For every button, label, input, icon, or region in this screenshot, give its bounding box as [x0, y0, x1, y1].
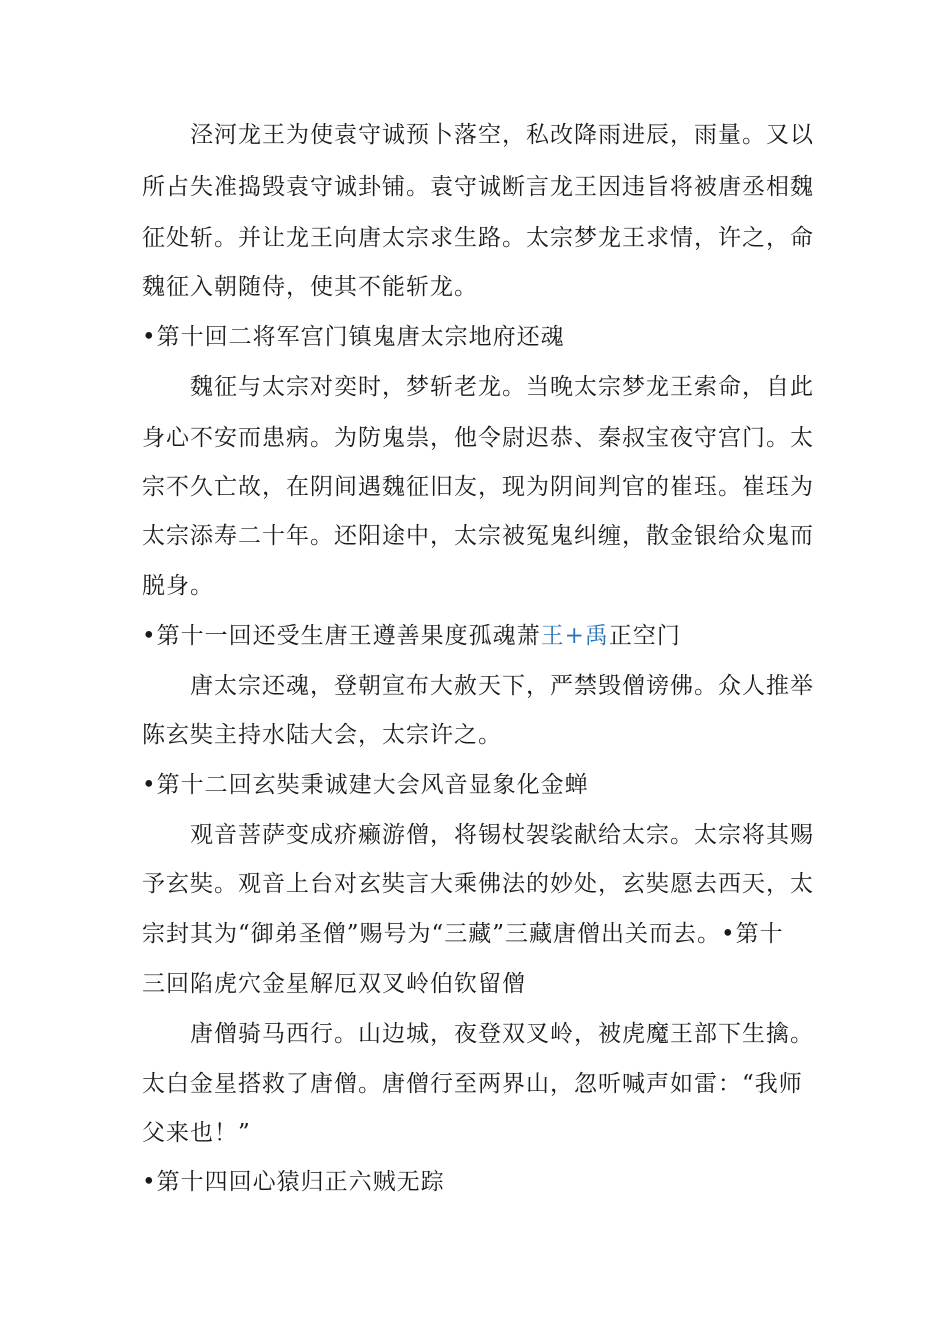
paragraph-line: 身心不安而患病。为防鬼祟，他令尉迟恭、秦叔宝夜守宫门。太 — [142, 425, 814, 451]
paragraph-line: 征处斩。并让龙王向唐太宗求生路。太宗梦龙王求情，许之，命 — [142, 225, 814, 251]
paragraph-line: 陈玄奘主持水陆大会，太宗许之。 — [142, 722, 502, 748]
paragraph-line: 魏征与太宗对奕时，梦斩老龙。当晚太宗梦龙王索命，自此 — [142, 374, 814, 400]
paragraph-line: 观音菩萨变成疥癞游僧，将锡杖袈裟献给太宗。太宗将其赐 — [142, 822, 814, 848]
chapter-heading: •第十回二将军宫门镇鬼唐太宗地府还魂 — [142, 324, 565, 350]
paragraph-line: 予玄奘。观音上台对玄奘言大乘佛法的妙处，玄奘愿去西天，太 — [142, 871, 814, 897]
chapter-heading: •第十二回玄奘秉诚建大会风音显象化金蝉 — [142, 772, 589, 798]
paragraph-line: 太宗添寿二十年。还阳途中，太宗被冤鬼纠缠，散金银给众鬼而 — [142, 523, 814, 549]
paragraph-line: 唐太宗还魂，登朝宣布大赦天下，严禁毁僧谤佛。众人推举 — [142, 673, 814, 699]
paragraph-line: 魏征入朝随侍，使其不能斩龙。 — [142, 274, 478, 300]
chapter-heading-text: 正空门 — [608, 623, 681, 649]
paragraph-line: 泾河龙王为使袁守诚预卜落空，私改降雨进辰，雨量。又以 — [142, 122, 814, 148]
chapter-heading: •第十四回心猿归正六贼无踪 — [142, 1169, 445, 1195]
paragraph-line: 脱身。 — [142, 573, 214, 599]
character-link[interactable]: 王+禹 — [540, 623, 609, 649]
chapter-heading-text: •第十一回还受生唐王遵善果度孤魂萧 — [142, 623, 541, 649]
paragraph-line: 宗封其为“御弟圣僧”赐号为“三藏”三藏唐僧出关而去。•第十 — [142, 921, 784, 947]
chapter-heading: 三回陷虎穴金星解厄双叉岭伯钦留僧 — [142, 971, 526, 997]
paragraph-line: 所占失准捣毁袁守诚卦铺。袁守诚断言龙王因违旨将被唐丞相魏 — [142, 174, 814, 200]
paragraph-line: 宗不久亡故，在阴间遇魏征旧友，现为阴间判官的崔珏。崔珏为 — [142, 474, 814, 500]
paragraph-line: 唐僧骑马西行。山边城，夜登双叉岭，被虎魔王部下生擒。 — [142, 1021, 814, 1047]
chapter-heading — [142, 621, 681, 651]
paragraph-line: 太白金星搭救了唐僧。唐僧行至两界山，忽听喊声如雷：“我师 — [142, 1071, 803, 1097]
paragraph-line: 父来也！” — [142, 1120, 251, 1146]
